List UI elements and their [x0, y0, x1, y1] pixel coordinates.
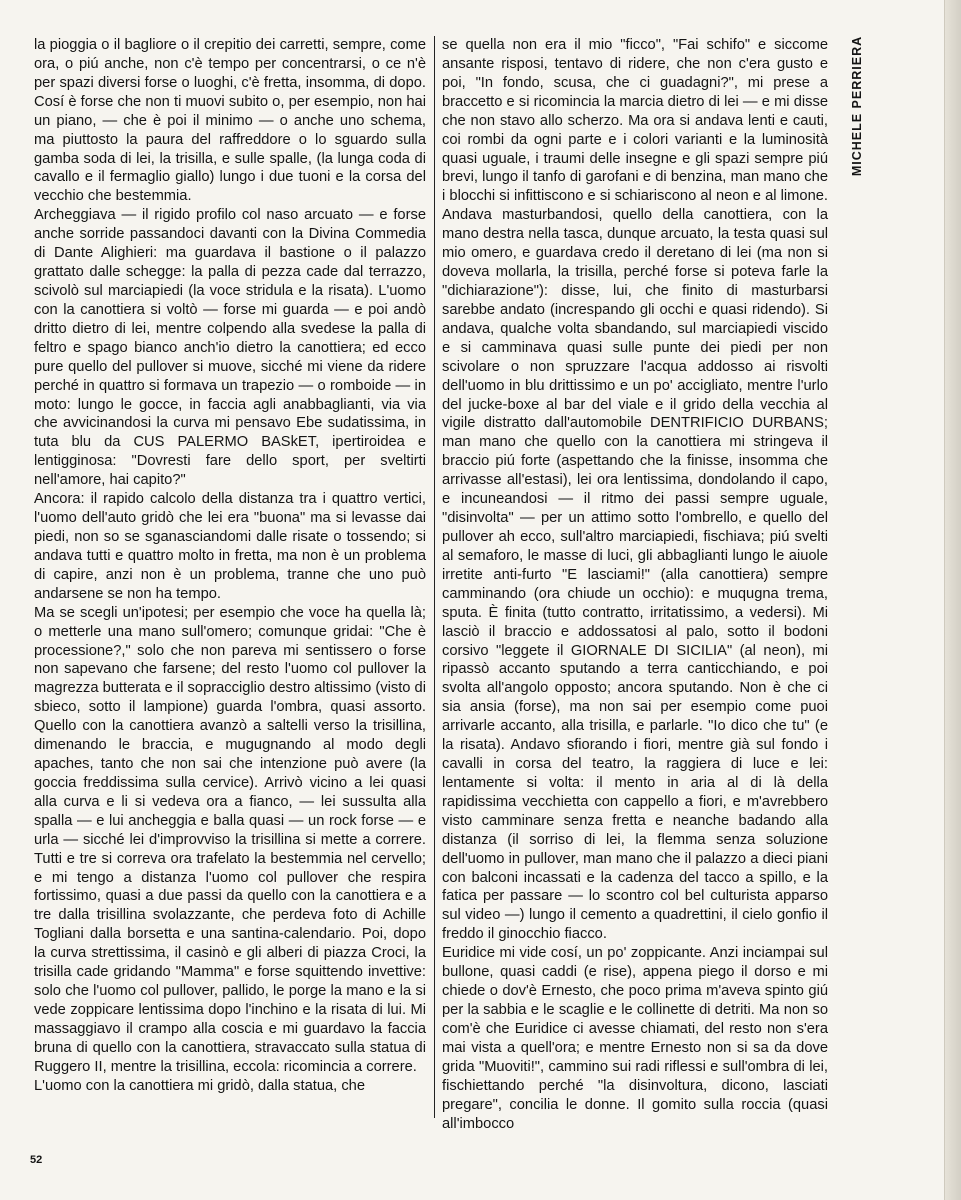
column-divider: [434, 36, 435, 1118]
paragraph: Ancora: il rapido calcolo della distanza tra i quattro vertici, l'uomo dell'auto gridò che lei era "buona" ma si levasse dai piedi, non so se sganasciandomi dalle risate o tossendo; si andava tutti e quattro molto in fretta, ma non è un problema di capire, anzi non è un problema, tranne che uno può andarsene se non ha tempo.: [34, 491, 426, 602]
page-number: 52: [30, 1154, 43, 1166]
paragraph: Ma se scegli un'ipotesi; per esempio che voce ha quella là; o metterle una mano sull'omero; comunque gridai: "Che è processione?," solo che non pareva mi sentissero o forse non sapevano che farsene; del resto l'uomo col pullover la magrezza butterata e il sopracciglio destro altissimo (visto di sbieco, sotto il lampione) guarda l'ombra, quasi assorto. Quello con la canottiera avanzò a saltelli verso la trisillina, dimenando le braccia, e mugugnando al modo degli apaches, tanto che non sai che intenzione può avere (la goccia freddissima sulla cervice). Arrivò vicino a lei quasi alla curva e li si vedeva ora a fianco, — lei sussulta alla spalla — e lui ancheggia e balla quasi — un rock forse — e urla — sicché lei d'improvviso la trisillina si mette a correre. Tutti e tre si correva ora trafelato la bestemmia nel cervello; e mi tengo a distanza l'uomo col pullover che respira fortissimo, quasi a due passi da quello con la canottiera e a tre dalla trisillina svolazzante, che perdeva foto di Achille Togliani dalla borsetta e una santina-calendario. Poi, dopo la curva strettissima, il casinò e gli alberi di piazza Croci, la trisilla cade gridando "Mamma" e forse squittendo invettive: solo che l'uomo col pullover, pallido, le porge la mano e la si vede zoppicare lentissima dopo l'inchino e la risata di lui. Mi massaggiavo il crampo alla coscia e mi guardavo la faccia bruna di quello con la canottiera, stravaccato sulla statua di Ruggero II, mentre la trisillina, eccola: ricomincia a correre.: [34, 604, 426, 1075]
right-text-column: [442, 36, 828, 1133]
paragraph: Euridice mi vide cosí, un po' zoppicante. Anzi inciampai sul bullone, quasi caddi (e rise), appena piego il dorso e mi chiede o dov'è Ernesto, che poco prima m'aveva spinto giú per la sabbia e le scaglie e le collinette di detriti. Ma non so com'è che Euridice ci avesse chiamati, del resto non s'era mai vista a quell'ora; e mentre Ernesto non si sa da dove grida "Muoviti!", cammino sui radi riflessi e sull'ombra di lei, fischiettando perché "la disinvoltura, dicono, lasciati pregare", concilia le donne. Il gomito sulla roccia (quasi all'imbocco: [442, 945, 828, 1132]
author-name: MICHELE PERRIERA: [850, 35, 864, 177]
page-edge: [944, 0, 961, 1200]
paragraph: se quella non era il mio "ficco", "Fai schifo" e siccome ansante risposi, tentavo di ridere, che non c'era gusto e poi, "In fondo, scusa, che ci guadagni?", mi prese a braccetto e si ricomincia la marcia dietro di lei — e mi disse che non stavo allo scherzo. Ma ora si andava lenti e cauti, coi rombi da ogni parte e i colori varianti e la luminosità quasi uguale, i traumi delle insegne e gli spazi sempre piú brevi, lungo il tanfo di garofani e di benzina, man mano che i blocchi si infittiscono e si schiariscono al neon e al limone. Andava masturbandosi, quello della canottiera, con la mano destra nella tasca, dunque arcuato, la testa quasi sul mio omero, e guardava credo il deretano di lei (ma non si doveva mollarla, la trisilla, perché forse si poteva farle la "dichiarazione"): disse, lui, che finito di masturbarsi sarebbe andato (increspando gli occhi e quasi ridendo). Si andava, qualche volta sbandando, sul marciapiedi viscido e si camminava quasi sulle punte dei piedi per non scivolare o non spruzzare l'acqua addosso ai risvolti dell'uomo in blu drittissimo e un po' accigliato, mentre l'urlo del jucke-boxe al bar del viale e il grido della vecchia al vigile distratto dall'automobile DENTRIFICIO DURBANS; man mano che quello con la canottiera mi stringeva il braccio piú forte (aspettando che la finisse, insomma che arrivasse all'estasi), lei ora lentissima, dondolando il capo, e incuneandosi — il ritmo dei passi sempre uguale, "disinvolta" — per un attimo sotto l'ombrello, e quello del pullover ah ecco, sull'altro marciapiedi, fischiava; piú svelti al semaforo, le masse di luci, gli abbaglianti lungo le aiuole irretite anti-furto "E lasciami!" (alla canottiera) sempre camminando (ora chiude un occhio): e muqugna trema, sputa. È finita (tutto contratto, irritatissimo, a vedersi). Mi lasciò il braccio e addossatosi al palo, sotto il bodoni corsivo "leggete il GIORNALE DI SICILIA" (al neon), mi ripassò accanto sputando a terra canticchiando, e poi svolta all'angolo opposto; ancora sputando. Non è che ci sia ansia (forse), ma non sai per esempio come puoi arrivarle accanto, alla trisilla, e parlarle. "Io dico che tu" (e la risata). Andavo sfiorando i fiori, mentre già sul fondo i cavalli in corsa del teatro, la raggiera di luce e lei: lentamente si volta: il mento in aria al di là della rapidissima vecchietta con cappello a fiori, e m'avrebbero visto camminare senza fretta e neanche badando alla distanza (il sorriso di lei, la flemma senza soluzione dell'uomo in pullover, man mano che il palazzo a dieci piani con balconi incassati e la cadenza del tacco a spillo, e la fatica per passare — lo scontro col bel culturista apparso sul video —) lungo il cemento a quadrettini, il cielo gonfio il freddo il ginocchio fiacco.: [442, 37, 828, 943]
paragraph: L'uomo con la canottiera mi gridò, dalla statua, che: [34, 1077, 366, 1094]
paragraph: la pioggia o il bagliore o il crepitio dei carretti, sempre, come ora, o piú anche, non c'è tempo per concentrarsi, o ce n'è per spazi diversi forse o luoghi, c'è fretta, insomma, di dopo. Cosí è forse che non ti muovi subito o, per esempio, non hai un piano, — che è poi il minimo — o anche uno schema, ma piuttosto la paura del raffreddore o lo sguardo sulla gamba soda di lei, la trisilla, e sulle spalle, (la lunga coda di cavallo e il fermaglio giallo) lungo i due tuoni e la corsa del vecchio che bestemmia.: [34, 37, 426, 205]
left-text-column: [34, 36, 426, 1096]
author-sidebar: [846, 36, 868, 176]
paragraph: Archeggiava — il rigido profilo col naso arcuato — e forse anche sorride passandoci davanti con la Divina Commedia di Dante Alighieri: ma guardava il bastione o il palazzo grattato dalle schegge: la palla di pezza cade dal terrazzo, scivolò sul marciapiedi (la voce stridula e la risata). L'uomo con la canottiera si voltò — forse mi guarda — e poi andò dritto dietro di lei, mentre colpendo alla svedese la palla di feltro e spago bianco anch'io dietro la canottiera; ed ecco pure quello del pullover si muove, sicché mi viene da ridere perché in quattro si formava un trapezio — o romboide — in moto: lungo le gocce, in faccia agli anabbaglianti, via via che avvicinandosi la curva mi pensavo Ebe sudatissima, in tuta blu da CUS PALERMO BASkET, ipertiroidea e lentigginosa: "Dovresti fare dello sport, per sveltirti nell'amore, hai capito?": [34, 207, 426, 489]
